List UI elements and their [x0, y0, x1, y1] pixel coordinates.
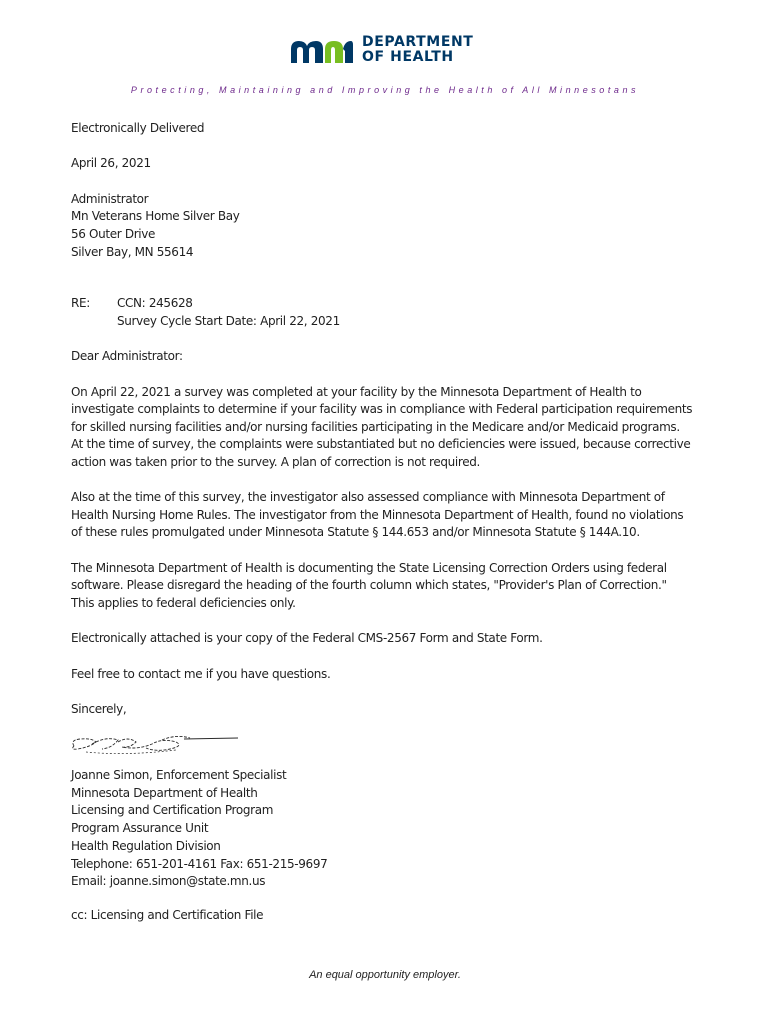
- paragraph-2: [71, 489, 711, 542]
- paragraph-1: [71, 384, 711, 472]
- signature-block: [71, 767, 327, 891]
- signer-org: Minnesota Department of Health: [71, 785, 258, 800]
- recipient-address: [71, 191, 711, 261]
- mn-logo-icon: [289, 37, 355, 65]
- paragraph-line: The Minnesota Department of Health is documenting the State Licensing Correction Orders using federal: [71, 560, 667, 575]
- handwritten-signature: [66, 730, 246, 760]
- paragraph-line: investigate complaints to determine if your facility was in compliance with Federal participation requirements: [71, 402, 693, 417]
- paragraph-line: At the time of survey, the complaints were substantiated but no deficiencies were issued, because corrective: [71, 437, 691, 452]
- paragraph-line: Health Nursing Home Rules. The investigator from the Minnesota Department of Health, found no violations: [71, 507, 684, 522]
- logo-wordmark: [362, 35, 473, 64]
- delivery-method: Electronically Delivered: [71, 121, 205, 135]
- signer-fax: Fax: 651-215-9697: [220, 856, 328, 871]
- paragraph-line: action was taken prior to the survey. A plan of correction is not required.: [71, 454, 480, 469]
- paragraph-line: Also at the time of this survey, the investigator also assessed compliance with Minnesota Department of: [71, 490, 665, 505]
- address-line: Silver Bay, MN 55614: [71, 244, 194, 259]
- paragraph-line: Feel free to contact me if you have questions.: [71, 666, 331, 681]
- re-label: RE:: [71, 296, 90, 311]
- letter-date: April 26, 2021: [71, 156, 151, 171]
- signer-email: Email: joanne.simon@state.mn.us: [71, 874, 266, 889]
- logo-line1: DEPARTMENT: [362, 34, 474, 50]
- logo-line2: OF HEALTH: [362, 48, 454, 65]
- paragraph-line: Electronically attached is your copy of the Federal CMS-2567 Form and State Form.: [71, 631, 543, 646]
- tagline: Protecting, Maintaining and Improving the Health of All Minnesotans: [130, 85, 640, 95]
- letterhead: [0, 30, 770, 80]
- address-line: 56 Outer Drive: [71, 226, 156, 241]
- signer-program: Licensing and Certification Program: [71, 803, 274, 818]
- salutation: Dear Administrator:: [71, 349, 183, 364]
- footer-text: An equal opportunity employer.: [309, 969, 461, 981]
- re-lines: [117, 295, 340, 330]
- address-line: Mn Veterans Home Silver Bay: [71, 209, 240, 224]
- paragraph-line: software. Please disregard the heading of the fourth column which states, "Provider's Plan of Correction.": [71, 578, 667, 593]
- re-block: [71, 295, 711, 330]
- signer-contact-numbers: [71, 856, 327, 874]
- signer-division: Health Regulation Division: [71, 838, 221, 853]
- paragraph-line: This applies to federal deficiencies only.: [71, 596, 296, 611]
- paragraph-4: [71, 630, 711, 648]
- paragraph-5: [71, 666, 711, 684]
- paragraph-line: of these rules promulgated under Minnesota Statute § 144.653 and/or Minnesota Statute § 144A.10.: [71, 525, 640, 540]
- cc-line: cc: Licensing and Certification File: [71, 908, 264, 922]
- re-line: CCN: 245628: [117, 296, 193, 311]
- paragraph-line: On April 22, 2021 a survey was completed at your facility by the Minnesota Department of Health to: [71, 384, 642, 399]
- re-line: Survey Cycle Start Date: April 22, 2021: [117, 313, 340, 328]
- paragraph-line: for skilled nursing facilities and/or nursing facilities participating in the Medicare and/or Medicaid programs.: [71, 419, 680, 434]
- address-line: Administrator: [71, 191, 149, 206]
- signer-name: Joanne Simon, Enforcement Specialist: [71, 768, 287, 782]
- letter-body: [71, 120, 711, 737]
- paragraph-3: [71, 560, 711, 613]
- closing: Sincerely,: [71, 702, 127, 717]
- signer-phone: Telephone: 651-201-4161: [71, 856, 217, 871]
- signer-unit: Program Assurance Unit: [71, 821, 209, 836]
